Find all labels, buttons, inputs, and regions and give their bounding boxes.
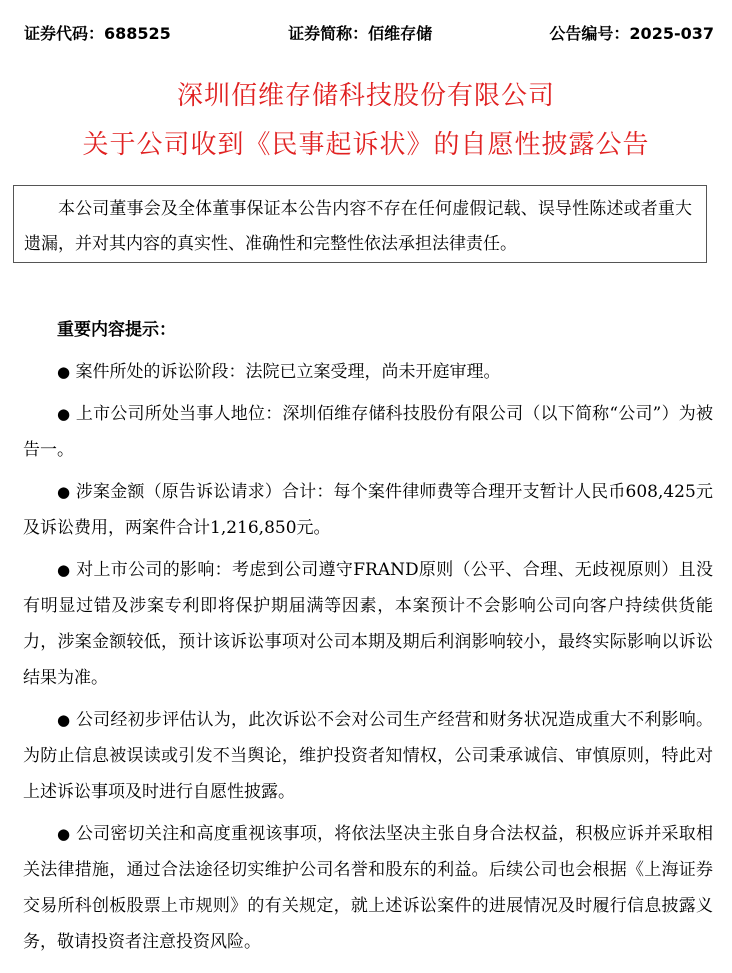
list-item [23, 396, 713, 468]
section-heading: 重要内容提示： [57, 320, 176, 340]
bullet-icon: ● [57, 825, 71, 843]
bullet-icon: ● [57, 363, 71, 381]
announcement-title: 关于公司收到《民事起诉状》的自愿性披露公告 [82, 130, 650, 160]
list-item [23, 702, 713, 810]
list-item [23, 354, 713, 390]
document-header [24, 22, 714, 46]
list-item [23, 552, 713, 696]
bullet-icon: ● [57, 405, 71, 423]
list-item-text: 案件所处的诉讼阶段：法院已立案受理，尚未开庭审理。 [75, 362, 501, 382]
list-item-text: 涉案金额（原告诉讼请求）合计：每个案件律师费等合理开支暂计人民币608,425元及诉讼费用，两案件合计1,216,850元。 [23, 482, 713, 538]
bullet-icon: ● [57, 711, 71, 729]
disclaimer-box: 本公司董事会及全体董事保证本公告内容不存在任何虚假记载、误导性陈述或者重大遗漏，并对其内容的真实性、准确性和完整性依法承担法律责任。 [13, 185, 707, 263]
important-content [23, 312, 713, 966]
list-item-text: 公司经初步评估认为，此次诉讼不会对公司生产经营和财务状况造成重大不利影响。为防止信息被误读或引发不当舆论，维护投资者知情权，公司秉承诚信、审慎原则，特此对上述诉讼事项及时进行自愿性披露。 [23, 710, 714, 802]
stock-code: 证券代码：688525 [24, 24, 171, 43]
bullet-icon: ● [57, 561, 71, 579]
notice-number: 公告编号：2025-037 [549, 24, 714, 43]
list-item-text: 公司密切关注和高度重视该事项，将依法坚决主张自身合法权益，积极应诉并采取相关法律措施，通过合法途径切实维护公司名誉和股东的利益。后续公司也会根据《上海证券交易所科创板股票上市规则》的有关规定，就上述诉讼案件的进展情况及时履行信息披露义务，敬请投资者注意投资风险。 [23, 824, 714, 952]
list-item-text: 上市公司所处当事人地位：深圳佰维存储科技股份有限公司（以下简称“公司”）为被告一。 [23, 404, 713, 460]
list-item [23, 474, 713, 546]
list-item [23, 816, 713, 960]
stock-short-name: 证券简称：佰维存储 [288, 24, 433, 43]
bullet-icon: ● [57, 483, 71, 501]
company-title: 深圳佰维存储科技股份有限公司 [176, 81, 555, 111]
list-item-text: 对上市公司的影响：考虑到公司遵守FRAND原则（公平、合理、无歧视原则）且没有明显过错及涉案专利即将保护期届满等因素，本案预计不会影响公司向客户持续供货能力，涉案金额较低，预计该诉讼事项对公司本期及期后利润影响较小，最终实际影响以诉讼结果为准。 [23, 560, 713, 688]
